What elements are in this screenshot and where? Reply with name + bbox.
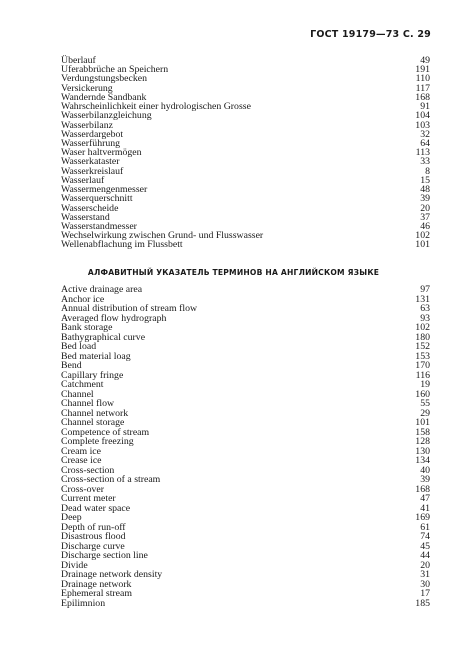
index-term: Cross-section of a stream: [61, 474, 161, 485]
index-page-number: 74: [420, 531, 430, 542]
index-term: Wassermengenmesser: [61, 184, 148, 196]
index-term: Versickerung: [61, 82, 113, 94]
index-term: Drainage network: [61, 578, 132, 590]
index-term: Wasserlauf: [61, 174, 105, 186]
index-page-number: 101: [415, 239, 430, 251]
index-entry: [61, 352, 430, 362]
index-term: Wasserkataster: [61, 156, 120, 168]
index-term: Anchor ice: [61, 293, 105, 305]
index-page-number: 97: [420, 284, 430, 295]
index-page-number: 169: [415, 512, 430, 523]
index-page-number: 20: [420, 202, 430, 214]
index-page-number: 103: [415, 119, 430, 131]
index-page-number: 44: [420, 550, 430, 561]
index-term: Wasserführung: [61, 137, 121, 149]
index-page-number: 131: [415, 293, 430, 305]
index-term: Epilimnion: [61, 597, 106, 609]
index-term: Current meter: [61, 493, 116, 504]
index-term: Bank storage: [61, 322, 113, 333]
index-term: Channel: [61, 388, 94, 400]
english-term-index: [61, 285, 430, 608]
index-page-number: 102: [415, 322, 430, 333]
index-page-number: 191: [415, 64, 430, 76]
index-page-number: 113: [415, 147, 430, 159]
index-term: Divide: [61, 559, 88, 571]
index-entry: [61, 371, 430, 381]
index-term: Verdungstungsbecken: [61, 73, 147, 85]
index-term: Crease ice: [61, 455, 102, 466]
index-entry: [61, 74, 430, 83]
index-page-number: 104: [415, 110, 430, 122]
index-page-number: 46: [420, 220, 430, 232]
index-term: Ephemeral stream: [61, 588, 132, 599]
index-page-number: 17: [420, 588, 430, 599]
index-term: Annual distribution of stream flow: [61, 303, 198, 314]
index-page-number: 29: [420, 407, 430, 419]
index-entry: [61, 504, 430, 514]
index-term: Catchment: [61, 379, 104, 390]
index-term: Capillary fringe: [61, 369, 124, 381]
index-page-number: 63: [420, 303, 430, 314]
index-page-number: 15: [420, 174, 430, 186]
index-entry: [61, 599, 430, 609]
index-page-number: 39: [420, 474, 430, 485]
index-entry: [61, 285, 430, 295]
index-term: Channel storage: [61, 417, 125, 428]
index-term: Deep: [61, 512, 82, 523]
index-page-number: 45: [420, 540, 430, 552]
index-term: Wasserbilanzgleichung: [61, 110, 152, 122]
index-term: Cross-over: [61, 483, 104, 495]
index-page-number: 40: [420, 464, 430, 476]
index-term: Wasserscheide: [61, 202, 119, 214]
index-term: Discharge section line: [61, 550, 148, 561]
index-term: Uferabbrüche an Speichern: [61, 64, 169, 76]
index-page-number: 49: [420, 55, 430, 66]
index-term: Channel network: [61, 407, 129, 419]
index-term: Überlauf: [61, 55, 96, 66]
index-entry: [61, 314, 430, 324]
index-term: Wasserstand: [61, 211, 110, 223]
index-page-number: 185: [415, 597, 430, 609]
index-entry: [61, 456, 430, 466]
index-entry: [61, 380, 430, 390]
index-term: Discharge curve: [61, 540, 125, 552]
index-term: Bed load: [61, 341, 97, 352]
index-page-number: 33: [420, 156, 430, 168]
index-term: Channel flow: [61, 398, 115, 409]
index-page-number: 170: [415, 360, 430, 371]
index-page-number: 19: [420, 379, 430, 390]
index-entry: [61, 390, 430, 400]
index-term: Active drainage area: [61, 284, 143, 295]
index-term: Competence of stream: [61, 426, 150, 438]
index-term: Cream ice: [61, 445, 101, 457]
index-term: Wahrscheinlichkeit einer hydrologischen Grosse: [61, 101, 251, 113]
page-header: ГОСТ 19179—73 С. 29: [310, 29, 431, 40]
index-page-number: 61: [420, 521, 430, 533]
index-entry: [61, 437, 430, 447]
index-term: Cross-section: [61, 464, 115, 476]
index-entry: [61, 167, 430, 176]
index-term: Wasserquerschnitt: [61, 193, 133, 205]
index-term: Wechselwirkung zwischen Grund- und Flusswasser: [61, 230, 264, 242]
index-page-number: 91: [420, 101, 430, 113]
index-page-number: 168: [415, 91, 430, 103]
index-term: Bed material loag: [61, 350, 131, 362]
english-index-heading: АЛФАВИТНЫЙ УКАЗАТЕЛЬ ТЕРМИНОВ НА АНГЛИЙСКОМ ЯЗЫКЕ: [87, 268, 380, 277]
index-term: Drainage network density: [61, 569, 163, 580]
index-page-number: 41: [420, 502, 430, 514]
index-page-number: 20: [420, 559, 430, 571]
index-term: Depth of run-off: [61, 521, 126, 533]
index-entry: [61, 551, 430, 561]
index-page-number: 47: [420, 493, 430, 504]
index-page-number: 116: [415, 369, 430, 381]
index-page-number: 134: [415, 455, 430, 466]
index-entry: [61, 333, 430, 343]
index-page-number: 158: [415, 426, 430, 438]
index-page-number: 102: [415, 230, 430, 242]
index-term: Wasserkreislauf: [61, 165, 124, 177]
index-term: Dead water space: [61, 502, 131, 514]
index-page-number: 55: [420, 398, 430, 409]
index-term: Complete freezing: [61, 436, 134, 447]
index-page-number: 31: [420, 569, 430, 580]
index-term: Wasserdargebot: [61, 128, 124, 140]
index-page-number: 37: [420, 211, 430, 223]
index-page-number: 32: [420, 128, 430, 140]
index-page-number: 152: [415, 341, 430, 352]
index-term: Waser haltvermögen: [61, 147, 142, 159]
index-term: Disastrous flood: [61, 531, 126, 542]
index-entry: [61, 589, 430, 599]
german-term-index: [61, 56, 430, 250]
index-entry: [61, 447, 430, 457]
index-page-number: 30: [420, 578, 430, 590]
index-page-number: 168: [415, 483, 430, 495]
index-term: Wasserbilanz: [61, 119, 113, 131]
index-page-number: 101: [415, 417, 430, 428]
index-term: Averaged flow hydrograph: [61, 312, 167, 324]
index-page-number: 48: [420, 184, 430, 196]
index-page-number: 160: [415, 388, 430, 400]
index-page-number: 130: [415, 445, 430, 457]
index-term: Bend: [61, 360, 82, 371]
index-page-number: 8: [425, 165, 430, 177]
index-entry: [61, 204, 430, 213]
index-term: Wellenabflachung im Flussbett: [61, 239, 183, 251]
index-page-number: 128: [415, 436, 430, 447]
index-term: Wandernde Sandbank: [61, 91, 147, 103]
index-page-number: 64: [420, 137, 430, 149]
index-entry: [61, 475, 430, 485]
index-page-number: 39: [420, 193, 430, 205]
index-page-number: 153: [415, 350, 430, 362]
index-entry: [61, 240, 430, 249]
index-page-number: 180: [415, 331, 430, 343]
index-term: Wasserstandmesser: [61, 220, 137, 232]
index-page-number: 110: [415, 73, 430, 85]
index-entry: [61, 485, 430, 495]
index-page-number: 93: [420, 312, 430, 324]
index-entry: [61, 111, 430, 120]
index-page-number: 117: [415, 82, 430, 94]
index-term: Bathygraphical curve: [61, 331, 146, 343]
